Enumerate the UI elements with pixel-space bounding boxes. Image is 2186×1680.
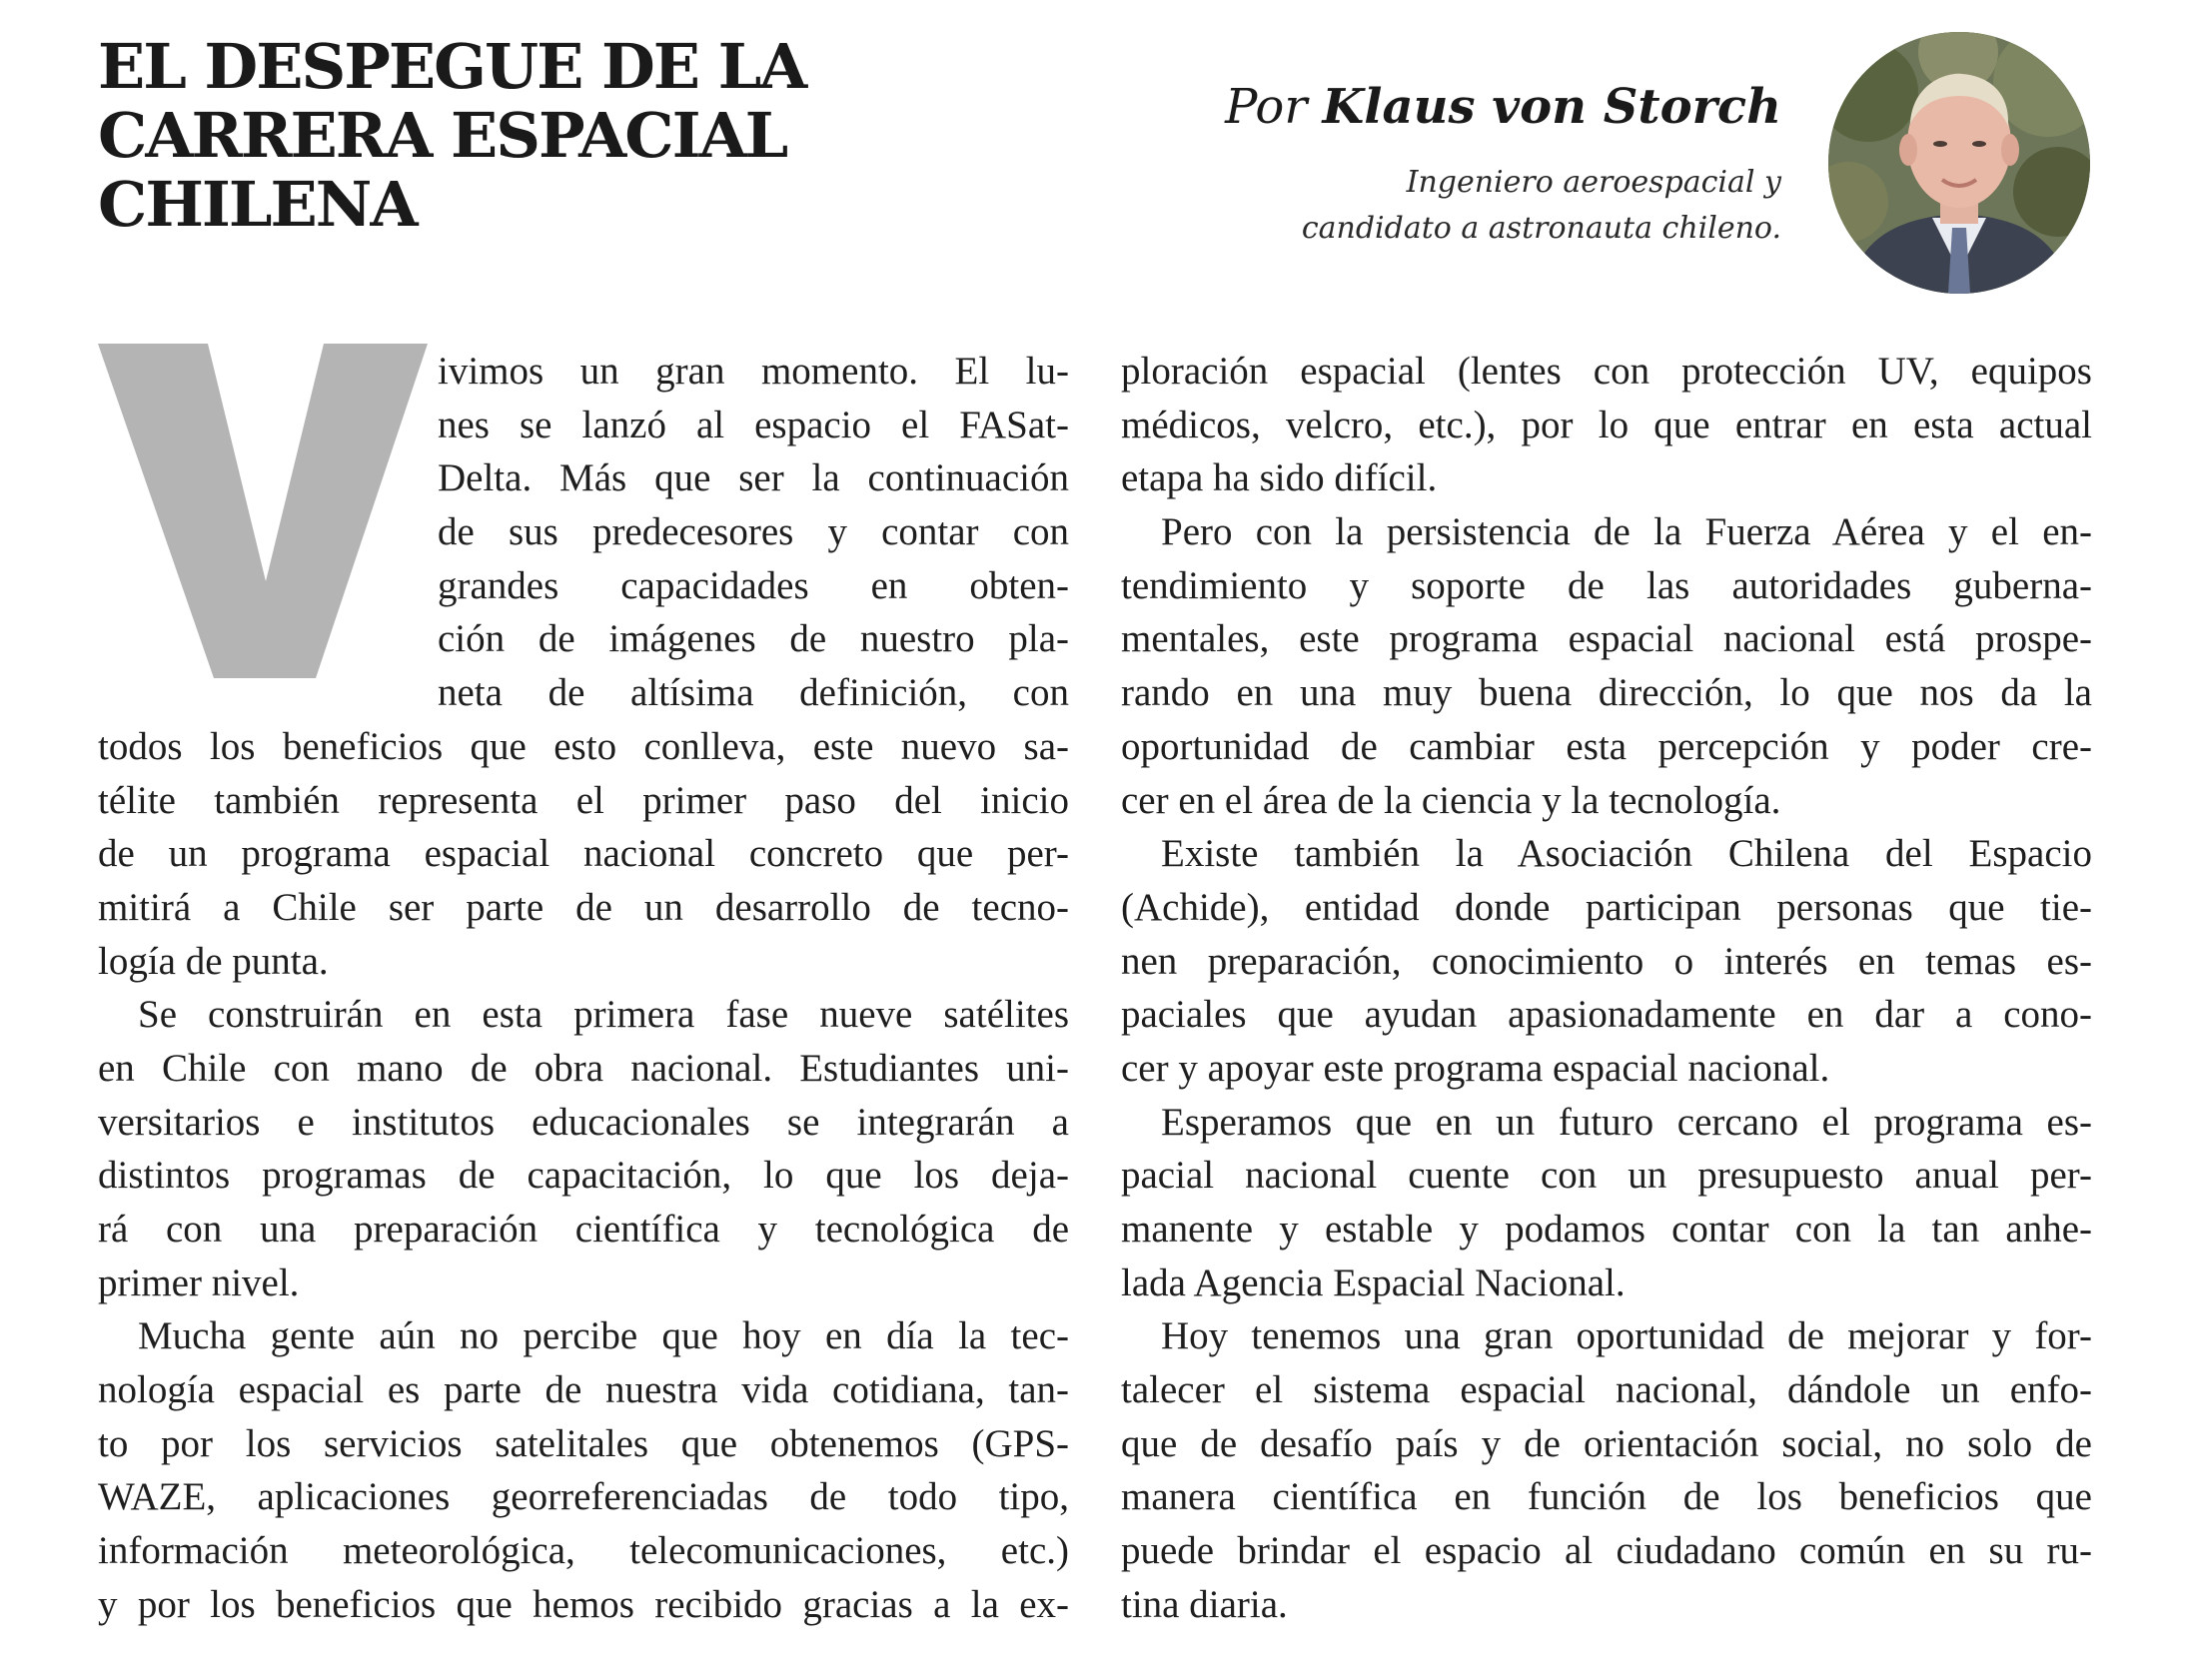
column-2-line-13: paciales que ayudan apasionadamente en dar a cono- — [1121, 993, 2092, 1037]
column-1-line-15: versitarios e institutos educacionales se integrarán a — [98, 1100, 1069, 1144]
column-2-line-17: manente y estable y podamos contar con la tan anhe- — [1121, 1208, 2092, 1251]
headline-line-2: CARRERA ESPACIAL — [98, 99, 787, 172]
column-1-line-6: ción de imágenes de nuestro pla- — [438, 617, 1069, 661]
column-1-line-2: nes se lanzó al espacio el FASat- — [438, 403, 1069, 446]
column-2-line-23: puede brindar el espacio al ciudadano común en su ru- — [1121, 1529, 2092, 1573]
column-2-line-20: talecer el sistema espacial nacional, dándole un enfo- — [1121, 1368, 2092, 1412]
column-2-line-19: Hoy tenemos una gran oportunidad de mejorar y for- — [1161, 1314, 2092, 1358]
column-1-line-8: todos los beneficios que esto conlleva, este nuevo sa- — [98, 724, 1069, 768]
column-2-line-3: etapa ha sido difícil. — [1121, 456, 1438, 500]
column-2-line-7: rando en una muy buena dirección, lo que nos da la — [1121, 671, 2092, 715]
column-1-line-21: to por los servicios satelitales que obtenemos (GPS- — [98, 1421, 1069, 1465]
column-1-line-5: grandes capacidades en obten- — [438, 563, 1069, 607]
column-1-line-24: y por los beneficios que hemos recibido gracias a la ex- — [98, 1582, 1069, 1626]
column-1-line-14: en Chile con mano de obra nacional. Estudiantes uni- — [98, 1046, 1069, 1090]
column-1-line-19: Mucha gente aún no percibe que hoy en día la tec- — [138, 1314, 1069, 1358]
column-2-line-2: médicos, velcro, etc.), por lo que entrar en esta actual — [1121, 403, 2092, 446]
column-2-line-18: lada Agencia Espacial Nacional. — [1121, 1260, 1626, 1304]
column-2-line-11: (Achide), entidad donde participan personas que tie- — [1121, 885, 2092, 929]
column-1-line-20: nología espacial es parte de nuestra vida cotidiana, tan- — [98, 1368, 1069, 1412]
column-2-line-24: tina diaria. — [1121, 1582, 1288, 1626]
column-2-line-15: Esperamos que en un futuro cercano el programa es- — [1161, 1100, 2092, 1144]
headline-line-3: CHILENA — [98, 168, 417, 241]
column-1-line-12: logía de punta. — [98, 939, 329, 983]
article-column-1 — [98, 345, 1069, 1632]
author-portrait-image — [1828, 32, 2090, 294]
column-1-line-10: de un programa espacial nacional concreto que per- — [98, 832, 1069, 876]
column-2-line-5: tendimiento y soporte de las autoridades guberna- — [1121, 563, 2092, 607]
column-2-line-16: pacial nacional cuente con un presupuesto anual per- — [1121, 1154, 2092, 1198]
byline — [1225, 78, 1781, 136]
column-1-line-11: mitirá a Chile ser parte de un desarrollo de tecno- — [98, 885, 1069, 929]
column-2-line-9: cer en el área de la ciencia y la tecnología. — [1121, 778, 1781, 822]
column-1-line-7: neta de altísima definición, con — [438, 671, 1069, 715]
column-1-line-23: información meteorológica, telecomunicaciones, etc.) — [98, 1529, 1069, 1573]
column-2-line-1: ploración espacial (lentes con protección UV, equipos — [1121, 350, 2092, 393]
column-2-line-8: oportunidad de cambiar esta percepción y poder cre- — [1121, 724, 2092, 768]
column-1-line-17: rá con una preparación científica y tecnológica de — [98, 1208, 1069, 1251]
column-2-line-12: nen preparación, conocimiento o interés en temas es- — [1121, 939, 2092, 983]
column-1-line-22: WAZE, aplicaciones georreferenciadas de todo tipo, — [98, 1475, 1069, 1519]
author-name: Klaus von Storch — [1322, 79, 1781, 135]
column-1-line-13: Se construirán en esta primera fase nueve satélites — [138, 993, 1069, 1037]
article-column-2 — [1121, 345, 2092, 1632]
column-1-line-16: distintos programas de capacitación, lo que los deja- — [98, 1154, 1069, 1198]
headline — [98, 32, 857, 239]
headline-line-1: EL DESPEGUE DE LA — [98, 30, 806, 103]
column-1-line-3: Delta. Más que ser la continuación — [438, 456, 1069, 500]
column-2-line-21: que de desafío país y de orientación social, no solo de — [1121, 1421, 2092, 1465]
column-2-line-6: mentales, este programa espacial nacional está prospe- — [1121, 617, 2092, 661]
column-1-line-1: ivimos un gran momento. El lu- — [438, 350, 1069, 393]
byline-prefix: Por — [1225, 79, 1308, 135]
column-2-line-14: cer y apoyar este programa espacial nacional. — [1121, 1046, 1830, 1090]
author-photo — [1828, 32, 2090, 294]
column-1-line-18: primer nivel. — [98, 1260, 300, 1304]
author-description-line-2: candidato a astronauta chileno. — [1301, 211, 1781, 246]
column-2-line-4: Pero con la persistencia de la Fuerza Aérea y el en- — [1161, 510, 2092, 554]
author-description-line-1: Ingeniero aeroespacial y — [1406, 165, 1781, 200]
author-description — [1082, 160, 1781, 252]
column-1-line-4: de sus predecesores y contar con — [438, 510, 1069, 554]
column-2-line-22: manera científica en función de los beneficios que — [1121, 1475, 2092, 1519]
column-2-line-10: Existe también la Asociación Chilena del Espacio — [1161, 832, 2092, 876]
column-1-line-9: télite también representa el primer paso del inicio — [98, 778, 1069, 822]
